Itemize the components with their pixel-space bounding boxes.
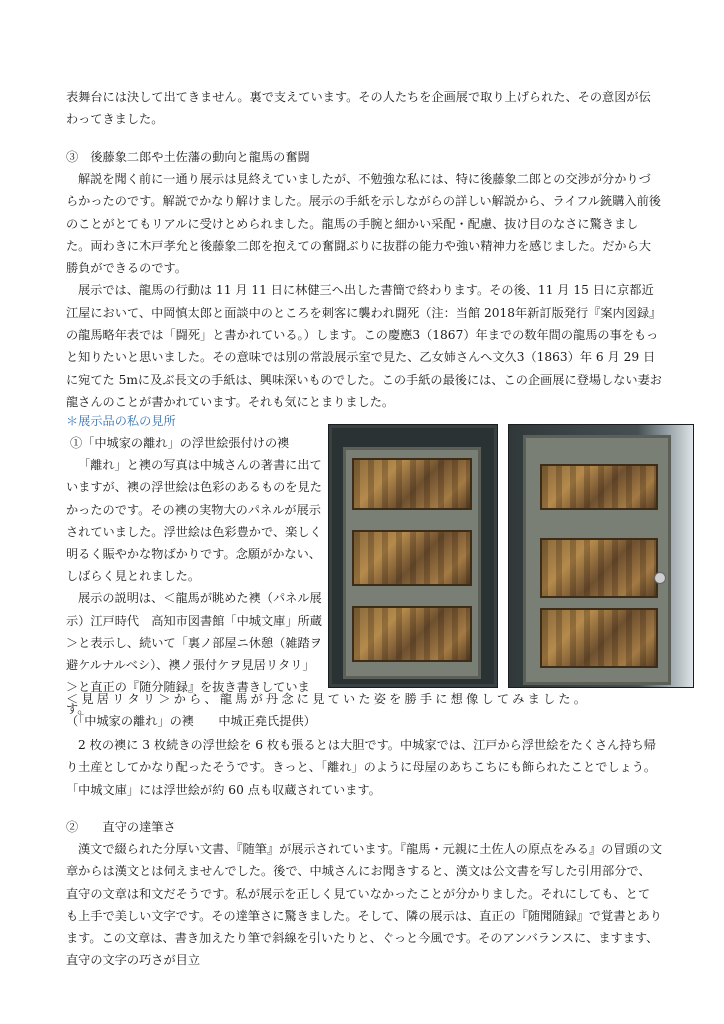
ukiyoe-panel: [540, 464, 658, 510]
item1-description-2: 展示の説明は、＜龍馬が眺めた襖（パネル展示）江戸時代 高知市図書館「中城文庫」所蔵＞と表示し、続いて「裏ノ部屋ニ休憩（雑踏ヲ避ケルナルベシ）、襖ノ張付ケヲ見居リタリ」＞と直正の『随分随録』を抜き書きしています。: [66, 591, 322, 717]
section3-paragraph-2: 展示では、龍馬の行動は 11 月 11 日に林健三へ出した書簡で終わります。その後、11 月 15 日に京都近江屋において、中岡慎太郎と面談中のところを刺客に襲われ闘死（注：当館 2018年新訂版発行『案内図録』の龍馬略年表では「闘死」と書かれている。）します。この慶應3（1867）年までの数年間の龍馬の事をもっと知りたいと思いました。その意味では別の常設展示室で見た、乙女姉さんへ文久3（1863）年 6 月 29 日に宛てた 5mに及ぶ長文の手紙は、興味深いものでした。この手紙の最後には、この企画展に登場しない妻お龍さんのことが書かれています。それも気にとまりました。: [66, 283, 662, 409]
item1-block: [66, 432, 322, 721]
door-handle-icon: [654, 572, 666, 584]
item1-title: ①「中城家の離れ」の浮世絵張付けの襖: [70, 436, 290, 450]
ukiyoe-panel: [352, 458, 472, 510]
highlights-heading: ＊展示品の私の見所: [66, 414, 176, 428]
intro-text: 表舞台には決して出てきません。裏で支えています。その人たちを企画展で取り上げられた、その意図が伝わってきました。: [66, 90, 651, 127]
item1-continuation: ＜見居リタリ＞から、龍馬が丹念に見ていた姿を勝手に想像してみました。: [66, 692, 590, 706]
section3-body: [66, 168, 662, 413]
door-frame: [523, 435, 671, 685]
section2-body: [66, 838, 662, 972]
item1-after: [66, 734, 662, 801]
ukiyoe-panel: [352, 530, 472, 586]
ukiyoe-panel: [352, 606, 472, 662]
section3-heading: ③ 後藤象二郎や土佐藩の動向と龍馬の奮闘: [66, 150, 310, 164]
intro-paragraph: [66, 86, 662, 131]
photo-door-right: [508, 424, 694, 688]
section2-heading: ② 直守の達筆さ: [66, 820, 176, 834]
photo-caption: （「中城家の離れ」の襖 中城正堯氏提供）: [66, 714, 316, 728]
photo-door-left: [328, 424, 498, 688]
item1-after-text: 2 枚の襖に 3 枚続きの浮世絵を 6 枚も張るとは大胆です。中城家では、江戸から浮世絵をたくさん持ち帰り土産としてかなり配ったそうです。きっと、「離れ」のように母屋のあちこちにも飾られたことでしょう。「中城文庫」には浮世絵が約 60 点も収蔵されています。: [66, 738, 657, 797]
ukiyoe-panel: [540, 608, 658, 668]
item1-description: 「離れ」と襖の写真は中城さんの著書に出ていますが、襖の浮世絵は色彩のあるものを見たかったのです。その襖の実物大のパネルが展示されていました。浮世絵は色彩豊かで、楽しく明るく賑やかな物ばかりです。念願がかない、しばらく見とれました。: [66, 458, 322, 584]
section3-paragraph-1: 解説を聞く前に一通り展示は見終えていましたが、不勉強な私には、特に後藤象二郎との交渉が分かりづらかったのです。解説でかなり解けました。展示の手紙を示しながらの詳しい解説から、ライフル銃購入前後のことがとてもリアルに受けとめられました。龍馬の手腕と細かい采配・配慮、抜け目のなさに驚きました。両わきに木戸孝允と後藤象二郎を抱えての奮闘ぶりに抜群の能力や強い精神力を感じました。だから大勝負ができるのです。: [66, 172, 661, 276]
ukiyoe-panel: [540, 538, 658, 598]
section2-paragraph: 漢文で綴られた分厚い文書、『随筆』が展示されています。『龍馬・元親に土佐人の原点をみる』の冒頭の文章からは漢文とは伺えませんでした。後で、中城さんにお聞きすると、漢文は公文書を写した引用部分で、直守の文章は和文だそうです。私が展示を正しく見ていなかったことが分かりました。それにしても、とても上手で美しい文字です。その達筆さに驚きました。そして、隣の展示は、直正の『随聞随録』で覚書とあります。この文章は、書き加えたり筆で斜線を引いたりと、ぐっと今風です。そのアンバランスに、ますます、直守の文字の巧さが目立: [66, 842, 663, 968]
door-frame: [343, 447, 481, 679]
